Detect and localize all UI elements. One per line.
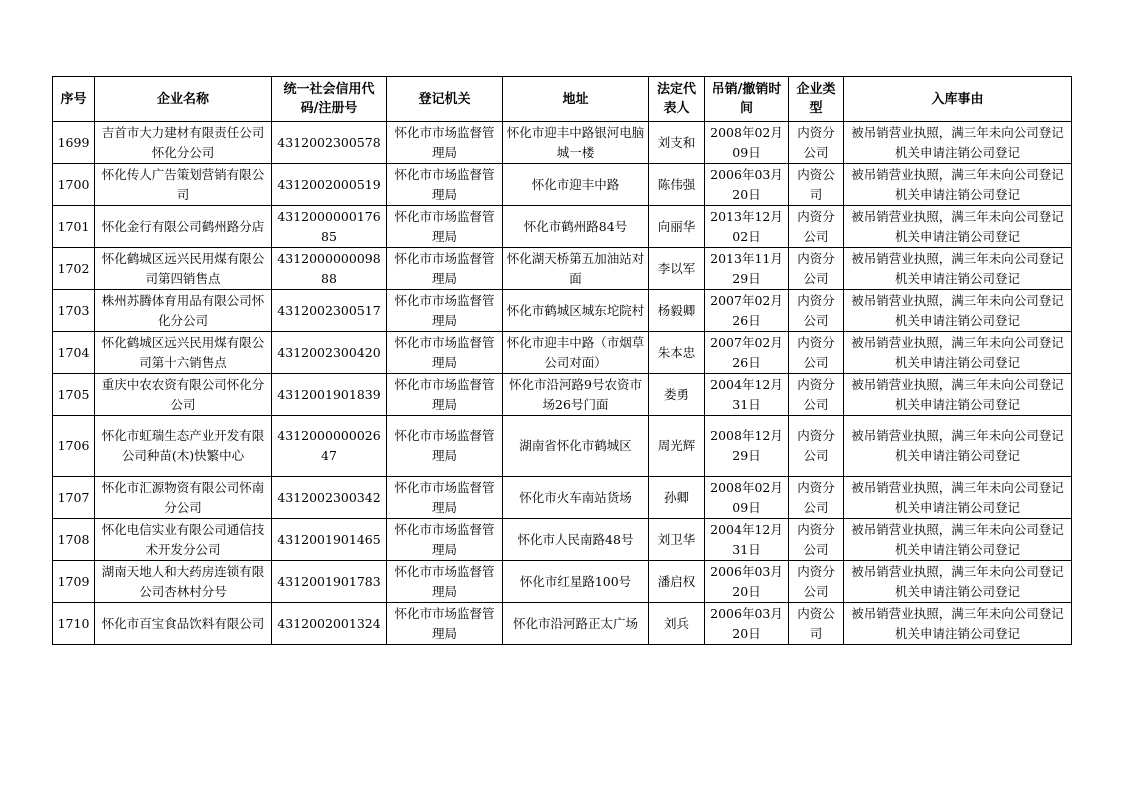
cell-seq: 1705 (53, 374, 95, 416)
cell-address: 怀化市沿河路9号农资市场26号门面 (503, 374, 649, 416)
cell-name: 怀化鹤城区远兴民用煤有限公司第四销售点 (95, 248, 272, 290)
cell-reason: 被吊销营业执照，满三年未向公司登记机关申请注销公司登记 (844, 477, 1072, 519)
cell-reason: 被吊销营业执照，满三年未向公司登记机关申请注销公司登记 (844, 519, 1072, 561)
cell-authority: 怀化市市场监督管理局 (387, 290, 503, 332)
cell-code: 4312002300517 (272, 290, 387, 332)
header-address: 地址 (503, 77, 649, 122)
cell-seq: 1709 (53, 561, 95, 603)
cell-date: 2008年02月09日 (705, 477, 789, 519)
cell-code: 431200000002647 (272, 416, 387, 477)
cell-reason: 被吊销营业执照，满三年未向公司登记机关申请注销公司登记 (844, 206, 1072, 248)
cell-rep: 娄勇 (649, 374, 705, 416)
cell-authority: 怀化市市场监督管理局 (387, 561, 503, 603)
cell-address: 怀化市鹤州路84号 (503, 206, 649, 248)
cell-code: 431200000009888 (272, 248, 387, 290)
cell-seq: 1708 (53, 519, 95, 561)
cell-type: 内资分公司 (789, 122, 844, 164)
table-row (53, 290, 1072, 332)
cell-code: 4312002001324 (272, 603, 387, 645)
cell-date: 2008年12月29日 (705, 416, 789, 477)
cell-code: 4312002300420 (272, 332, 387, 374)
cell-name: 株州苏腾体育用品有限公司怀化分公司 (95, 290, 272, 332)
cell-reason: 被吊销营业执照，满三年未向公司登记机关申请注销公司登记 (844, 374, 1072, 416)
cell-name: 吉首市大力建材有限责任公司怀化分公司 (95, 122, 272, 164)
header-name: 企业名称 (95, 77, 272, 122)
table-row (53, 122, 1072, 164)
cell-address: 怀化市人民南路48号 (503, 519, 649, 561)
cell-reason: 被吊销营业执照，满三年未向公司登记机关申请注销公司登记 (844, 122, 1072, 164)
header-seq: 序号 (53, 77, 95, 122)
header-reason: 入库事由 (844, 77, 1072, 122)
cell-seq: 1699 (53, 122, 95, 164)
cell-type: 内资分公司 (789, 519, 844, 561)
table-row (53, 374, 1072, 416)
cell-name: 重庆中农农资有限公司怀化分公司 (95, 374, 272, 416)
cell-address: 怀化市鹤城区城东坨院村 (503, 290, 649, 332)
cell-type: 内资分公司 (789, 561, 844, 603)
cell-rep: 向丽华 (649, 206, 705, 248)
cell-rep: 朱本忠 (649, 332, 705, 374)
cell-reason: 被吊销营业执照，满三年未向公司登记机关申请注销公司登记 (844, 290, 1072, 332)
cell-date: 2008年02月09日 (705, 122, 789, 164)
cell-authority: 怀化市市场监督管理局 (387, 164, 503, 206)
cell-reason: 被吊销营业执照，满三年未向公司登记机关申请注销公司登记 (844, 561, 1072, 603)
cell-rep: 李以军 (649, 248, 705, 290)
cell-authority: 怀化市市场监督管理局 (387, 519, 503, 561)
cell-date: 2006年03月20日 (705, 164, 789, 206)
cell-authority: 怀化市市场监督管理局 (387, 206, 503, 248)
cell-type: 内资分公司 (789, 416, 844, 477)
table-row (53, 416, 1072, 477)
cell-seq: 1710 (53, 603, 95, 645)
header-type: 企业类型 (789, 77, 844, 122)
cell-type: 内资分公司 (789, 248, 844, 290)
cell-date: 2006年03月20日 (705, 603, 789, 645)
cell-authority: 怀化市市场监督管理局 (387, 416, 503, 477)
header-code: 统一社会信用代码/注册号 (272, 77, 387, 122)
cell-code: 4312001901783 (272, 561, 387, 603)
cell-date: 2013年12月02日 (705, 206, 789, 248)
cell-address: 怀化市迎丰中路（市烟草公司对面） (503, 332, 649, 374)
cell-authority: 怀化市市场监督管理局 (387, 248, 503, 290)
cell-address: 怀化市沿河路正太广场 (503, 603, 649, 645)
cell-authority: 怀化市市场监督管理局 (387, 603, 503, 645)
table-row (53, 519, 1072, 561)
cell-address: 怀化市红星路100号 (503, 561, 649, 603)
cell-reason: 被吊销营业执照，满三年未向公司登记机关申请注销公司登记 (844, 164, 1072, 206)
cell-date: 2007年02月26日 (705, 290, 789, 332)
cell-rep: 潘启权 (649, 561, 705, 603)
cell-seq: 1704 (53, 332, 95, 374)
cell-reason: 被吊销营业执照，满三年未向公司登记机关申请注销公司登记 (844, 248, 1072, 290)
cell-authority: 怀化市市场监督管理局 (387, 332, 503, 374)
cell-address: 怀化市迎丰中路 (503, 164, 649, 206)
cell-rep: 周光辉 (649, 416, 705, 477)
cell-name: 怀化鹤城区远兴民用煤有限公司第十六销售点 (95, 332, 272, 374)
cell-code: 431200000017685 (272, 206, 387, 248)
cell-authority: 怀化市市场监督管理局 (387, 122, 503, 164)
cell-type: 内资分公司 (789, 477, 844, 519)
cell-seq: 1703 (53, 290, 95, 332)
table-row (53, 477, 1072, 519)
cell-type: 内资分公司 (789, 374, 844, 416)
cell-seq: 1700 (53, 164, 95, 206)
cell-date: 2013年11月29日 (705, 248, 789, 290)
cell-seq: 1707 (53, 477, 95, 519)
cell-address: 湖南省怀化市鹤城区 (503, 416, 649, 477)
cell-date: 2007年02月26日 (705, 332, 789, 374)
cell-rep: 孙卿 (649, 477, 705, 519)
cell-name: 怀化金行有限公司鹤州路分店 (95, 206, 272, 248)
cell-rep: 陈伟强 (649, 164, 705, 206)
table-row (53, 164, 1072, 206)
cell-name: 怀化市虹瑞生态产业开发有限公司种苗(木)快繁中心 (95, 416, 272, 477)
table-row (53, 248, 1072, 290)
cell-name: 怀化电信实业有限公司通信技术开发分公司 (95, 519, 272, 561)
table-row (53, 561, 1072, 603)
cell-code: 4312002300342 (272, 477, 387, 519)
cell-seq: 1701 (53, 206, 95, 248)
cell-code: 4312002300578 (272, 122, 387, 164)
cell-seq: 1706 (53, 416, 95, 477)
cell-date: 2006年03月20日 (705, 561, 789, 603)
cell-type: 内资分公司 (789, 332, 844, 374)
cell-name: 怀化市百宝食品饮料有限公司 (95, 603, 272, 645)
cell-seq: 1702 (53, 248, 95, 290)
cell-rep: 刘卫华 (649, 519, 705, 561)
cell-date: 2004年12月31日 (705, 374, 789, 416)
cell-name: 怀化市汇源物资有限公司怀南分公司 (95, 477, 272, 519)
cell-reason: 被吊销营业执照，满三年未向公司登记机关申请注销公司登记 (844, 332, 1072, 374)
cell-type: 内资公司 (789, 164, 844, 206)
cell-type: 内资分公司 (789, 206, 844, 248)
table-header-row (53, 77, 1072, 122)
cell-type: 内资分公司 (789, 290, 844, 332)
cell-reason: 被吊销营业执照，满三年未向公司登记机关申请注销公司登记 (844, 603, 1072, 645)
cell-rep: 刘支和 (649, 122, 705, 164)
header-date: 吊销/撤销时间 (705, 77, 789, 122)
revoked-enterprise-table (52, 76, 1072, 645)
cell-authority: 怀化市市场监督管理局 (387, 374, 503, 416)
cell-address: 怀化市火车南站货场 (503, 477, 649, 519)
cell-address: 怀化湖天桥第五加油站对面 (503, 248, 649, 290)
table-row (53, 332, 1072, 374)
cell-name: 湖南天地人和大药房连锁有限公司杏林村分号 (95, 561, 272, 603)
cell-code: 4312001901839 (272, 374, 387, 416)
table-row (53, 603, 1072, 645)
header-rep: 法定代表人 (649, 77, 705, 122)
cell-rep: 杨毅卿 (649, 290, 705, 332)
cell-name: 怀化传人广告策划营销有限公司 (95, 164, 272, 206)
cell-authority: 怀化市市场监督管理局 (387, 477, 503, 519)
header-authority: 登记机关 (387, 77, 503, 122)
cell-date: 2004年12月31日 (705, 519, 789, 561)
table-row (53, 206, 1072, 248)
cell-address: 怀化市迎丰中路银河电脑城一楼 (503, 122, 649, 164)
cell-rep: 刘兵 (649, 603, 705, 645)
cell-reason: 被吊销营业执照，满三年未向公司登记机关申请注销公司登记 (844, 416, 1072, 477)
cell-code: 4312001901465 (272, 519, 387, 561)
cell-code: 4312002000519 (272, 164, 387, 206)
cell-type: 内资公司 (789, 603, 844, 645)
